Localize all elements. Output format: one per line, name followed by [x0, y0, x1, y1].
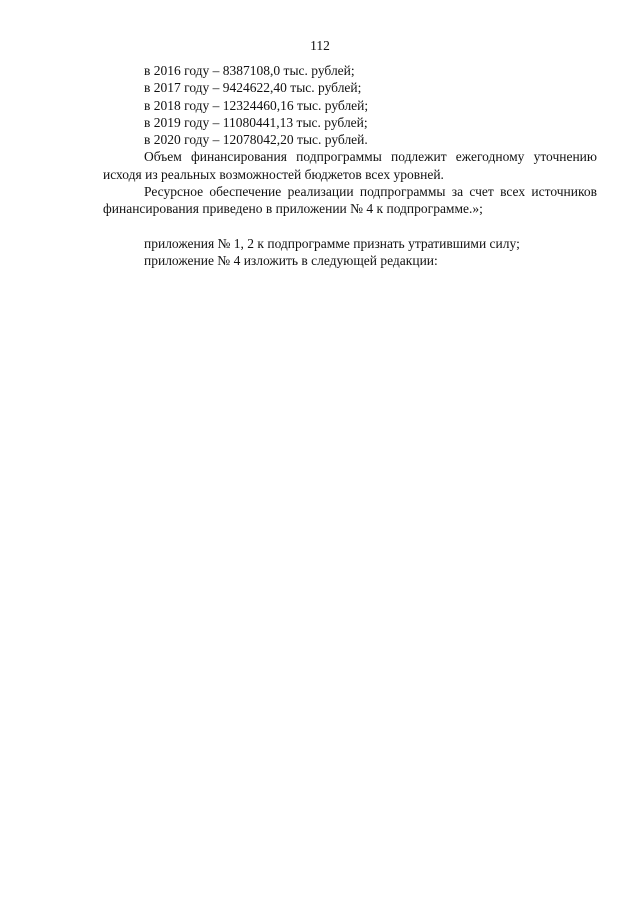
- paragraph-resource-provision: Ресурсное обеспечение реализации подпрограммы за счет всех источников финансирования приведено в приложении № 4 к подпрограмме.»;: [103, 184, 597, 217]
- funding-line-2016: в 2016 году – 8387108,0 тыс. рублей;: [144, 63, 355, 78]
- page-number: 112: [310, 38, 330, 53]
- instruction-annex-4-new-edition: приложение № 4 изложить в следующей редакции:: [144, 252, 438, 268]
- funding-line-2019: в 2019 году – 11080441,13 тыс. рублей;: [144, 114, 368, 130]
- instruction-annexes-void: приложения № 1, 2 к подпрограмме признать утратившими силу;: [144, 235, 520, 251]
- funding-line-2017: в 2017 году – 9424622,40 тыс. рублей;: [144, 80, 362, 96]
- funding-line-2020: в 2020 году – 12078042,20 тыс. рублей.: [144, 132, 368, 148]
- spacer: [103, 218, 597, 235]
- document-body: [103, 62, 597, 269]
- paragraph-funding-adjustment: Объем финансирования подпрограммы подлежит ежегодному уточнению исходя из реальных возможностей бюджетов всех уровней.: [103, 149, 597, 182]
- funding-line-2018: в 2018 году – 12324460,16 тыс. рублей;: [144, 97, 369, 113]
